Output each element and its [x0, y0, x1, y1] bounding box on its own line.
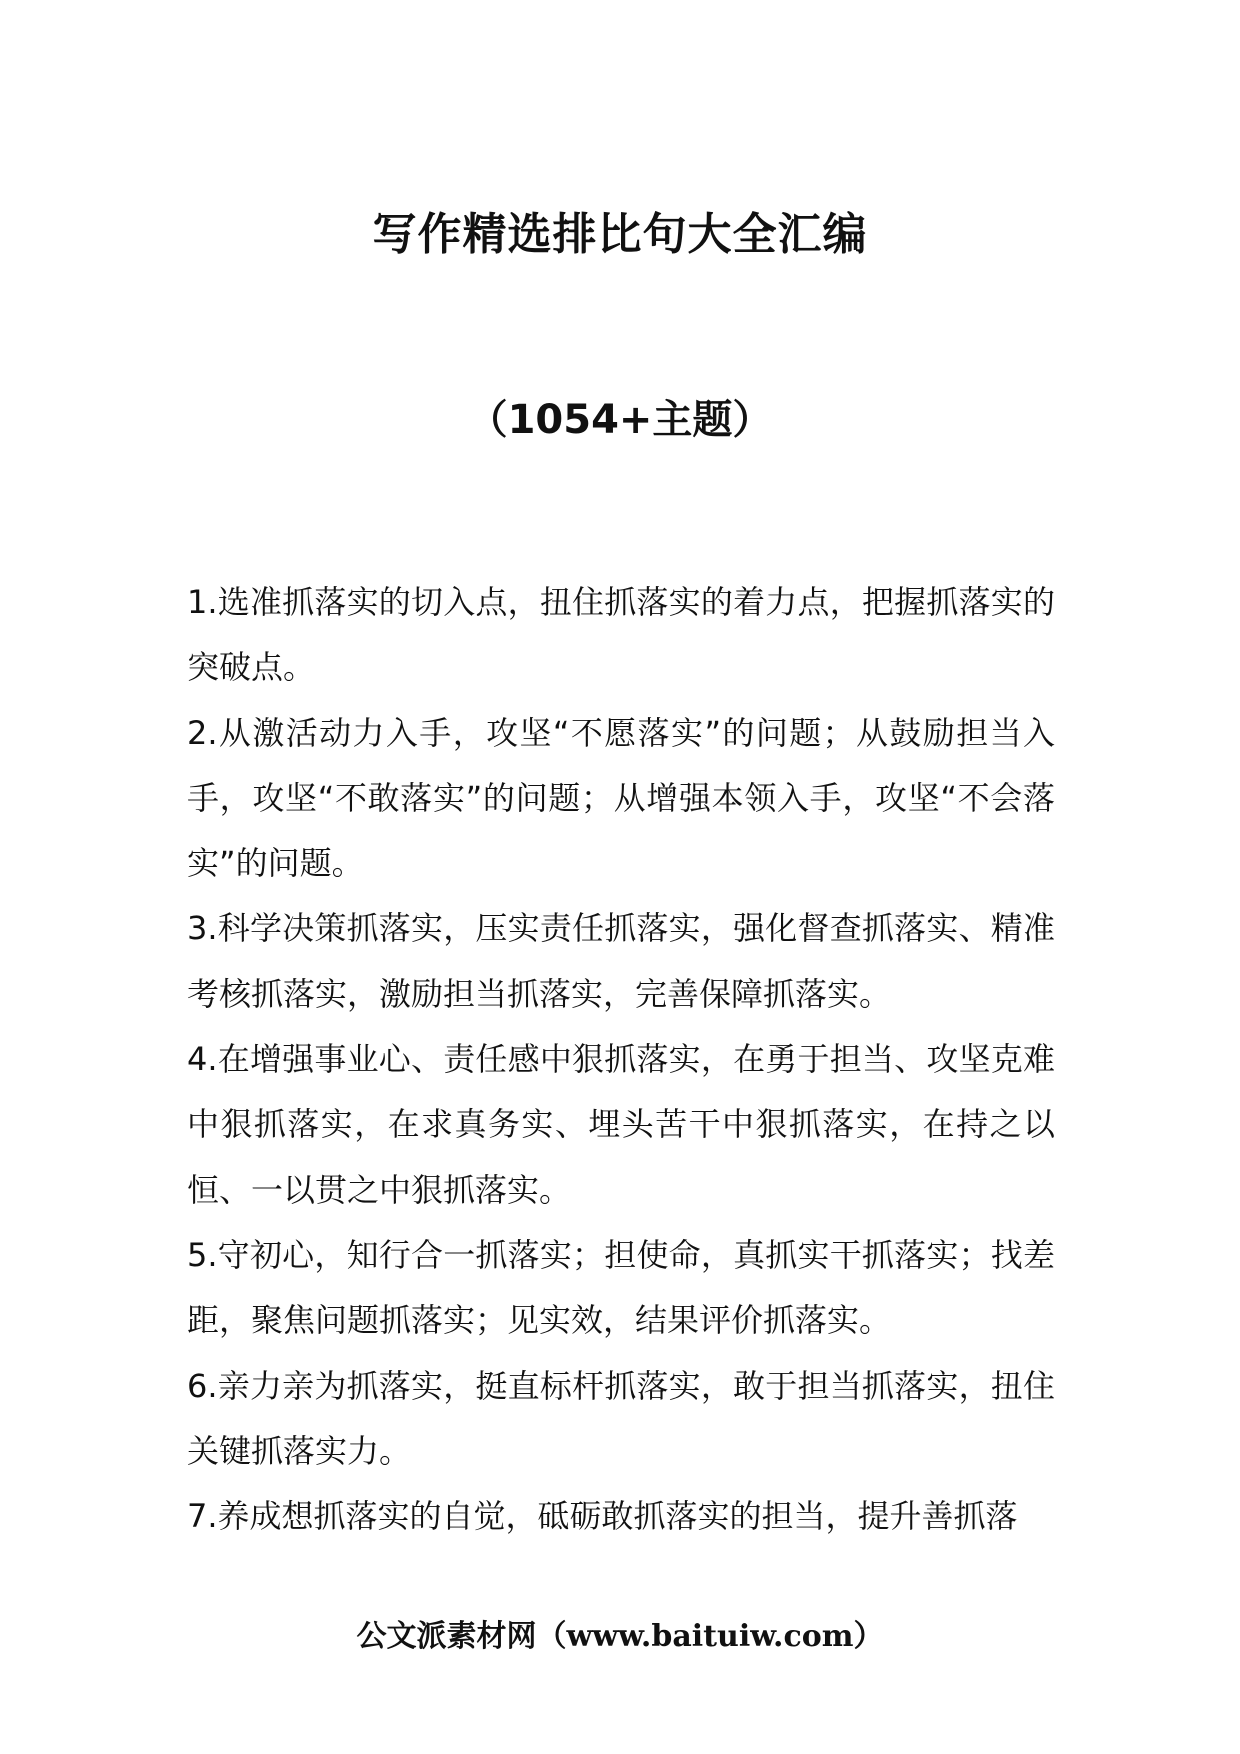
- document-title: 写作精选排比句大全汇编: [372, 209, 868, 260]
- paragraph-4: 4.在增强事业心、责任感中狠抓落实，在勇于担当、攻坚克难中狠抓落实，在求真务实、埋头苦干中狠抓落实，在持之以恒、一以贯之中狠抓落实。: [187, 1040, 1055, 1209]
- footer-source: 公文派素材网（www.baituiw.com）: [356, 1619, 884, 1654]
- paragraph-7: 7.养成想抓落实的自觉，砥砺敢抓落实的担当，提升善抓落: [187, 1497, 1018, 1536]
- paragraph-6: 6.亲力亲为抓落实，挺直标杆抓落实，敢于担当抓落实，扭住关键抓落实力。: [187, 1366, 1055, 1470]
- paragraph-2: 2.从激活动力入手，攻坚“不愿落实”的问题；从鼓励担当入手，攻坚“不敢落实”的问题；从增强本领入手，攻坚“不会落实”的问题。: [187, 713, 1055, 883]
- paragraph-1: 1.选准抓落实的切入点，扭住抓落实的着力点，把握抓落实的突破点。: [187, 583, 1055, 687]
- paragraph-3: 3.科学决策抓落实，压实责任抓落实，强化督查抓落实、精准考核抓落实，激励担当抓落实，完善保障抓落实。: [187, 909, 1055, 1013]
- paragraph-5: 5.守初心，知行合一抓落实；担使命，真抓实干抓落实；找差距，聚焦问题抓落实；见实效，结果评价抓落实。: [187, 1235, 1055, 1340]
- document-body: [187, 570, 1055, 1549]
- document-subtitle: （1054+主题）: [467, 397, 773, 443]
